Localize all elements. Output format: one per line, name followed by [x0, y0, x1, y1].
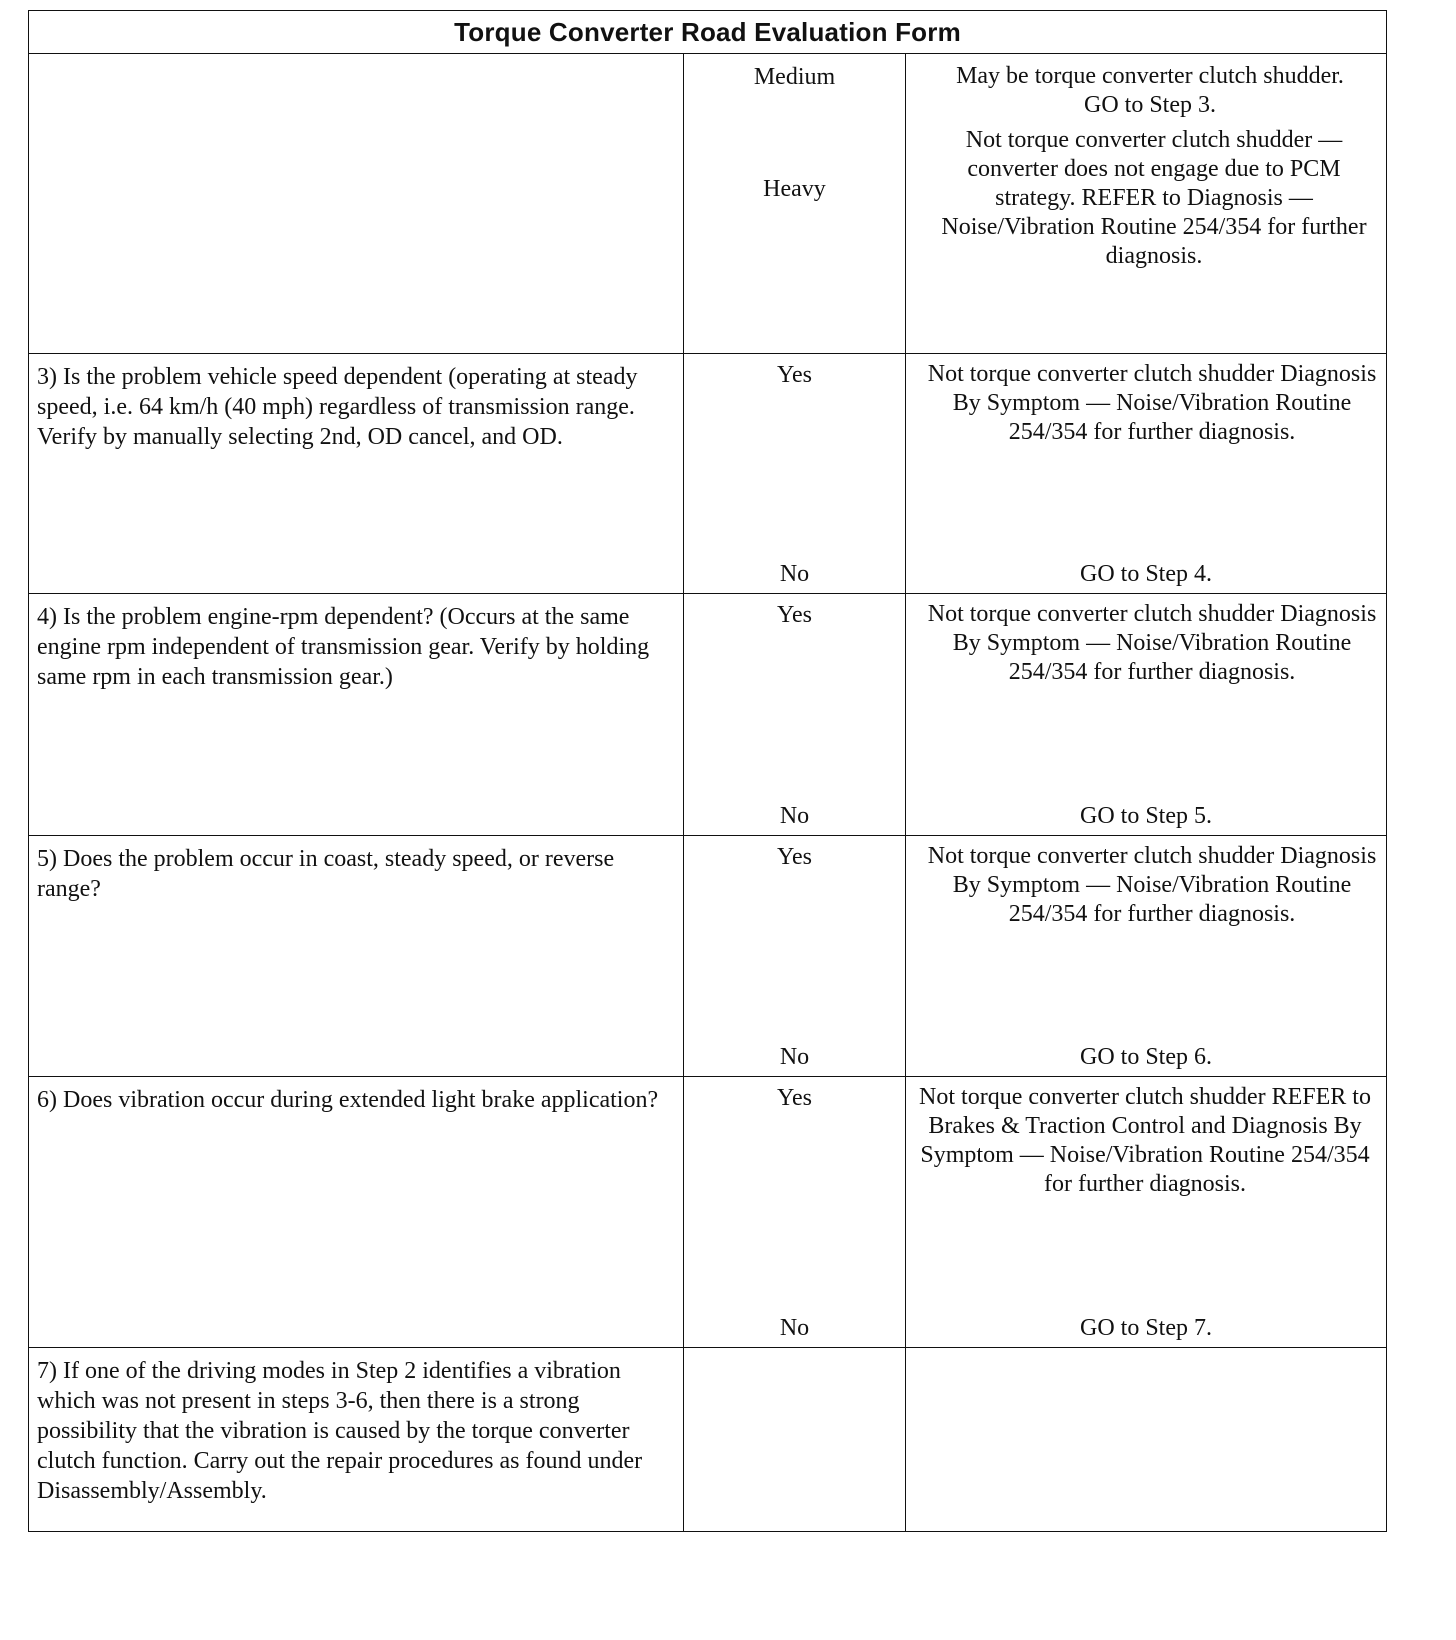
- result-text: GO to Step 7.: [1080, 1315, 1212, 1341]
- response-label: Yes: [777, 844, 812, 870]
- result-text: May be torque converter clutch shudder. GO to Step 3.: [956, 63, 1344, 118]
- response-label: Yes: [777, 362, 812, 388]
- result-text: Not torque converter clutch shudder Diagnosis By Symptom — Noise/Vibration Routine 254/354 for further diagnosis.: [927, 601, 1377, 685]
- response-label-cell: [684, 1348, 906, 1532]
- response-label: Yes: [777, 1085, 812, 1111]
- result-cell: [906, 354, 1387, 594]
- table-row: [29, 594, 1387, 836]
- table-row: [29, 54, 1387, 354]
- question-cell: 5) Does the problem occur in coast, steady speed, or reverse range?: [29, 836, 684, 1077]
- result-text: Not torque converter clutch shudder Diagnosis By Symptom — Noise/Vibration Routine 254/354 for further diagnosis.: [927, 361, 1377, 445]
- question-cell: 7) If one of the driving modes in Step 2 identifies a vibration which was not present in steps 3-6, then there is a strong possibility that the vibration is caused by the torque converter clutch function. Carry out the repair procedures as found under Disassembly/Assembly.: [29, 1348, 684, 1532]
- result-cell: [906, 54, 1387, 354]
- result-cell: [906, 1077, 1387, 1348]
- table-row: [29, 1348, 1387, 1532]
- result-cell: [906, 594, 1387, 836]
- question-cell: [29, 54, 684, 354]
- response-label: Heavy: [763, 176, 826, 202]
- question-cell: 4) Is the problem engine-rpm dependent? (Occurs at the same engine rpm independent of transmission gear. Verify by holding same rpm in each transmission gear.): [29, 594, 684, 836]
- response-label: No: [779, 803, 810, 829]
- result-text: GO to Step 5.: [1080, 803, 1212, 829]
- result-cell: [906, 836, 1387, 1077]
- response-label-cell: [684, 594, 906, 836]
- response-label-cell: [684, 354, 906, 594]
- response-label-cell: [684, 1077, 906, 1348]
- response-label: No: [779, 561, 810, 587]
- evaluation-form-table: [28, 10, 1387, 1532]
- result-text: GO to Step 6.: [1080, 1044, 1212, 1070]
- response-label: Yes: [777, 602, 812, 628]
- response-label: No: [779, 1315, 810, 1341]
- result-text: GO to Step 4.: [1080, 561, 1212, 587]
- result-text: Not torque converter clutch shudder — converter does not engage due to PCM strategy. REFER to Diagnosis — Noise/Vibration Routine 254/354 for further diagnosis.: [941, 127, 1367, 269]
- response-label-cell: [684, 836, 906, 1077]
- result-text: Not torque converter clutch shudder REFER to Brakes & Traction Control and Diagnosis By Symptom — Noise/Vibration Routine 254/354 for further diagnosis.: [919, 1084, 1371, 1197]
- table-row: [29, 1077, 1387, 1348]
- result-text: Not torque converter clutch shudder Diagnosis By Symptom — Noise/Vibration Routine 254/354 for further diagnosis.: [927, 843, 1377, 927]
- response-label-cell: [684, 54, 906, 354]
- table-row: [29, 836, 1387, 1077]
- result-cell: [906, 1348, 1387, 1532]
- question-cell: 3) Is the problem vehicle speed dependent (operating at steady speed, i.e. 64 km/h (40 mph) regardless of transmission range. Verify by manually selecting 2nd, OD cancel, and OD.: [29, 354, 684, 594]
- response-label: No: [779, 1044, 810, 1070]
- question-cell: 6) Does vibration occur during extended light brake application?: [29, 1077, 684, 1348]
- form-title: Torque Converter Road Evaluation Form: [29, 11, 1387, 54]
- response-label: Medium: [753, 64, 836, 90]
- table-row: [29, 354, 1387, 594]
